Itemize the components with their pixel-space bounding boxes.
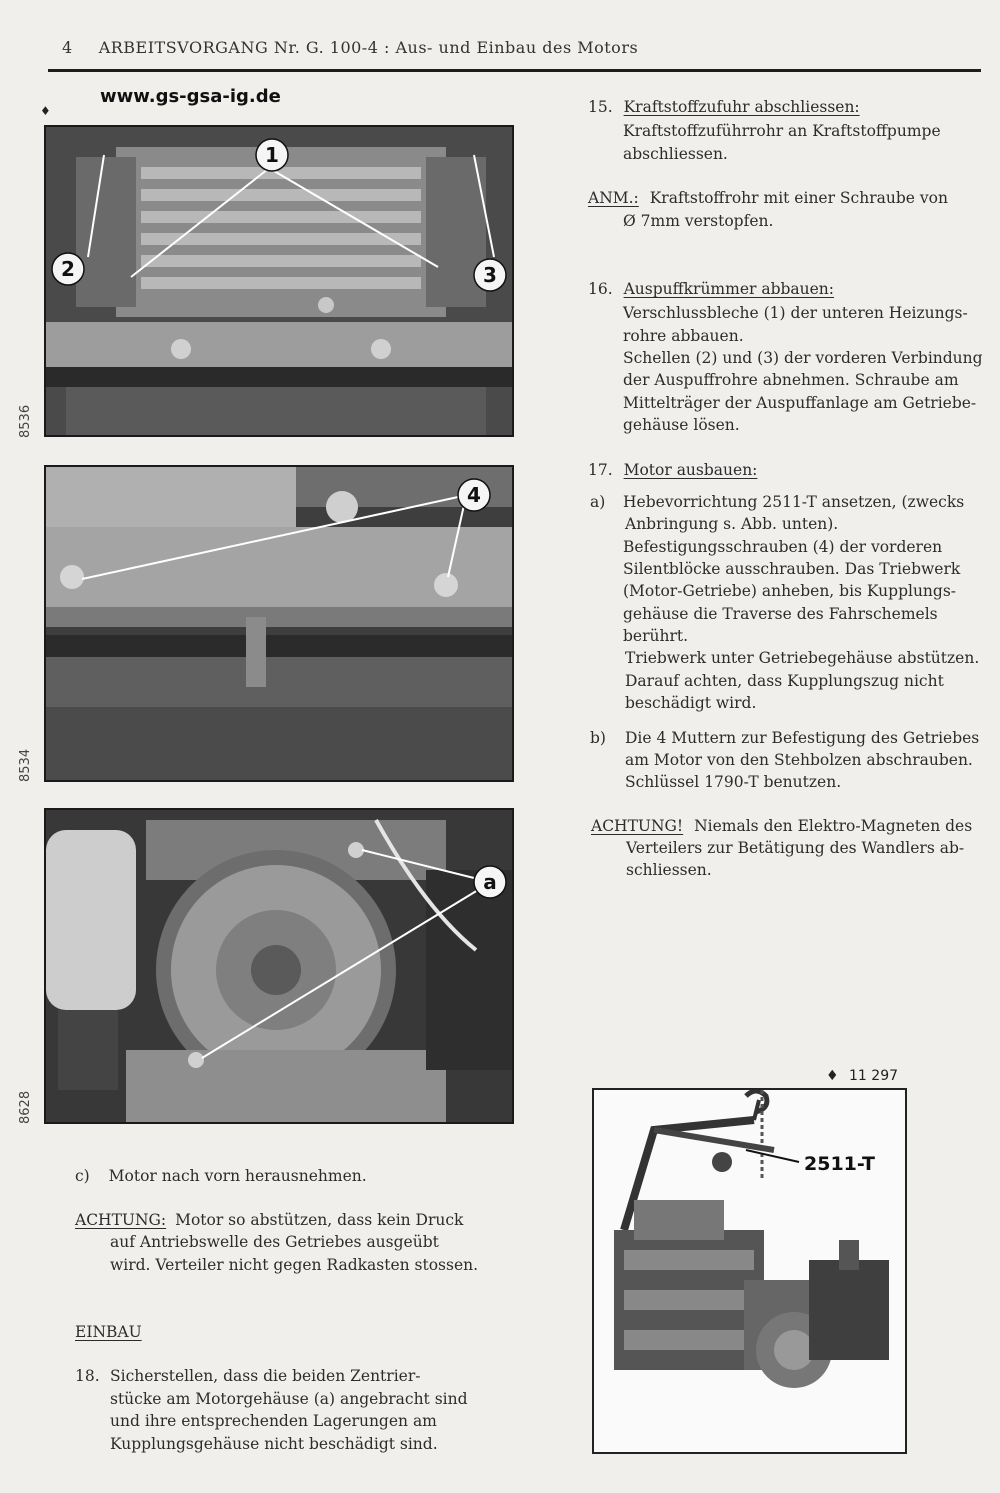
step-17b-label: b) bbox=[590, 729, 606, 747]
step-16 bbox=[588, 278, 834, 301]
callout-1 bbox=[256, 139, 288, 171]
achtung-1-line-1: Niemals den Elektro-Magneten des bbox=[694, 817, 973, 835]
achtung-2 bbox=[75, 1209, 463, 1232]
step-16-line-5: Mittelträger der Auspuffanlage am Getriebe- bbox=[623, 394, 977, 412]
anm-label: ANM.: bbox=[588, 189, 639, 207]
step-c-label: c) bbox=[75, 1167, 90, 1185]
achtung-1-label: ACHTUNG! bbox=[591, 817, 684, 835]
step-16-line-6: gehäuse lösen. bbox=[623, 416, 740, 434]
anm-note bbox=[588, 187, 948, 210]
step-15 bbox=[588, 96, 860, 119]
page-title: ARBEITSVORGANG Nr. G. 100-4 : Aus- und Einbau des Motors bbox=[98, 38, 639, 57]
figure-hoist-drawing bbox=[592, 1088, 907, 1454]
step-16-line-4: der Auspuffrohre abnehmen. Schraube am bbox=[623, 371, 959, 389]
step-17b-line-3: Schlüssel 1790-T benutzen. bbox=[625, 773, 842, 791]
step-17a-line-5: (Motor-Getriebe) anheben, bis Kupplungs- bbox=[623, 582, 957, 600]
step-c-text: Motor nach vorn herausnehmen. bbox=[108, 1167, 367, 1185]
page-header bbox=[62, 38, 638, 57]
achtung-2-first: Motor so abstützen, dass kein Druck bbox=[175, 1211, 464, 1229]
svg-text:1: 1 bbox=[265, 143, 279, 167]
step-16-line-3: Schellen (2) und (3) der vorderen Verbindung bbox=[623, 349, 983, 367]
anm-line-1: Kraftstoffrohr mit einer Schraube von bbox=[649, 189, 948, 207]
diamond-marker: ♦ bbox=[826, 1068, 839, 1084]
svg-text:a: a bbox=[483, 870, 497, 894]
achtung-1-line-2: Verteilers zur Betätigung des Wandlers ab- bbox=[626, 839, 965, 857]
callout-2 bbox=[52, 253, 84, 285]
svg-text:3: 3 bbox=[483, 263, 497, 287]
figure-ref-11297: ♦ 11 297 bbox=[826, 1068, 899, 1084]
step-18-line-2: stücke am Motorgehäuse (a) angebracht sind bbox=[110, 1390, 468, 1408]
step-17 bbox=[588, 459, 757, 482]
step-17a-line-1: Hebevorrichtung 2511-T ansetzen, (zwecks bbox=[623, 493, 965, 511]
step-17b-line-2: am Motor von den Stehbolzen abschrauben. bbox=[625, 751, 973, 769]
step-18-line-3: und ihre entsprechenden Lagerungen am bbox=[110, 1412, 437, 1430]
figure-ref-8536: 8536 bbox=[18, 404, 33, 438]
page-number: 4 bbox=[62, 38, 73, 57]
achtung-1-line-3: schliessen. bbox=[626, 861, 712, 879]
step-18-number: 18. bbox=[75, 1367, 100, 1385]
einbau-heading: EINBAU bbox=[75, 1323, 142, 1341]
step-15-number: 15. bbox=[588, 98, 613, 116]
step-c bbox=[75, 1165, 367, 1188]
figure-ref-8628: 8628 bbox=[18, 1090, 33, 1124]
achtung-2-label: ACHTUNG: bbox=[75, 1211, 167, 1229]
header-rule bbox=[48, 69, 981, 72]
diamond-marker: ♦ bbox=[40, 104, 51, 118]
step-15-line-1: Kraftstoffzuführrohr an Kraftstoffpumpe bbox=[623, 122, 941, 140]
step-16-line-2: rohre abbauen. bbox=[623, 327, 744, 345]
step-17-title: Motor ausbauen: bbox=[623, 461, 758, 479]
figure-exhaust-photo bbox=[44, 125, 514, 437]
step-17a-line-6: gehäuse die Traverse des Fahrschemels bbox=[623, 605, 938, 623]
step-16-line-1: Verschlussbleche (1) der unteren Heizungs- bbox=[623, 304, 968, 322]
step-17a-line-10: beschädigt wird. bbox=[625, 694, 757, 712]
achtung-2-line-1: auf Antriebswelle des Getriebes ausgeübt bbox=[110, 1233, 439, 1251]
step-17a-line-8: Triebwerk unter Getriebegehäuse abstützen. bbox=[625, 649, 980, 667]
step-15-line-2: abschliessen. bbox=[623, 145, 728, 163]
tool-label-2511t: 2511-T bbox=[804, 1153, 875, 1175]
step-17a-line-7: berührt. bbox=[623, 627, 689, 645]
step-17a-line-4: Silentblöcke ausschrauben. Das Triebwerk bbox=[623, 560, 961, 578]
step-17a-line-3: Befestigungsschrauben (4) der vorderen bbox=[623, 538, 943, 556]
step-15-title: Kraftstoffzufuhr abschliessen: bbox=[623, 98, 860, 116]
figure-flywheel-photo bbox=[44, 808, 514, 1124]
figure-ref-8534: 8534 bbox=[18, 748, 33, 782]
step-17a-label: a) bbox=[590, 493, 606, 511]
step-17-number: 17. bbox=[588, 461, 613, 479]
achtung-2-line-2: wird. Verteiler nicht gegen Radkasten stossen. bbox=[110, 1256, 479, 1274]
step-16-title: Auspuffkrümmer abbauen: bbox=[623, 280, 835, 298]
callout-3 bbox=[474, 259, 506, 291]
callout-a bbox=[474, 866, 506, 898]
step-18-line-1: Sicherstellen, dass die beiden Zentrier- bbox=[110, 1367, 421, 1385]
step-17b-line-1: Die 4 Muttern zur Befestigung des Getriebes bbox=[625, 729, 980, 747]
step-17a-line-9: Darauf achten, dass Kupplungszug nicht bbox=[625, 672, 944, 690]
step-16-number: 16. bbox=[588, 280, 613, 298]
website-link[interactable]: www.gs-gsa-ig.de bbox=[100, 86, 281, 107]
svg-text:4: 4 bbox=[467, 483, 481, 507]
callout-4 bbox=[458, 479, 490, 511]
achtung-1 bbox=[591, 815, 972, 838]
anm-line-2: Ø 7mm verstopfen. bbox=[623, 212, 774, 230]
svg-text:2: 2 bbox=[61, 257, 75, 281]
step-17a-line-2: Anbringung s. Abb. unten). bbox=[625, 515, 839, 533]
step-18-line-4: Kupplungsgehäuse nicht beschädigt sind. bbox=[110, 1435, 438, 1453]
figure-silentblock-photo bbox=[44, 465, 514, 782]
